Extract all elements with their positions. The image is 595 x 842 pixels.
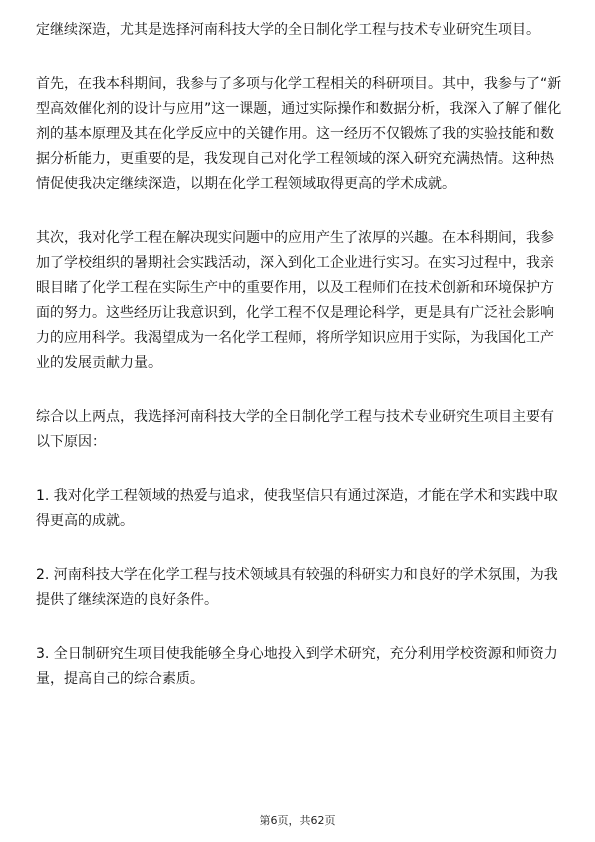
document-body bbox=[36, 18, 564, 692]
paragraph-continuation: 定继续深造，尤其是选择河南科技大学的全日制化学工程与技术专业研究生项目。 bbox=[36, 22, 540, 38]
paragraph-spacer bbox=[36, 43, 564, 72]
paragraph-summary-intro: 综合以上两点，我选择河南科技大学的全日制化学工程与技术专业研究生项目主要有以下原因： bbox=[36, 409, 554, 450]
page-number-footer: 第6页，共62页 bbox=[259, 814, 336, 827]
paragraph-spacer bbox=[36, 613, 564, 642]
paragraph-research-experience: 首先，在我本科期间，我参与了多项与化学工程相关的科研项目。其中，我参与了“新型高效催化剂的设计与应用”这一课题，通过实际操作和数据分析，我深入了解了催化剂的基本原理及其在化学反应中的关键作用。这一经历不仅锻炼了我的实验技能和数据分析能力，更重要的是，我发现自己对化学工程领域的深入研究充满热情。这种热情促使我决定继续深造，以期在化学工程领域取得更高的学术成就。 bbox=[36, 76, 562, 192]
paragraph-spacer bbox=[36, 534, 564, 563]
list-item-reason-2: 2. 河南科技大学在化学工程与技术领域具有较强的科研实力和良好的学术氛围，为我提供了继续深造的良好条件。 bbox=[36, 567, 558, 608]
paragraph-spacer bbox=[36, 197, 564, 226]
list-item-reason-1: 1. 我对化学工程领域的热爱与追求，使我坚信只有通过深造，才能在学术和实践中取得更高的成就。 bbox=[36, 488, 558, 529]
list-item-reason-3: 3. 全日制研究生项目使我能够全身心地投入到学术研究，充分利用学校资源和师资力量，提高自己的综合素质。 bbox=[36, 646, 558, 687]
paragraph-spacer bbox=[36, 455, 564, 484]
paragraph-spacer bbox=[36, 376, 564, 405]
paragraph-practical-interest: 其次，我对化学工程在解决现实问题中的应用产生了浓厚的兴趣。在本科期间，我参加了学校组织的暑期社会实践活动，深入到化工企业进行实习。在实习过程中，我亲眼目睹了化学工程在实际生产中的重要作用，以及工程师们在技术创新和环境保护方面的努力。这些经历让我意识到，化学工程不仅是理论科学，更是具有广泛社会影响力的应用科学。我渴望成为一名化学工程师，将所学知识应用于实际，为我国化工产业的发展贡献力量。 bbox=[36, 230, 554, 371]
